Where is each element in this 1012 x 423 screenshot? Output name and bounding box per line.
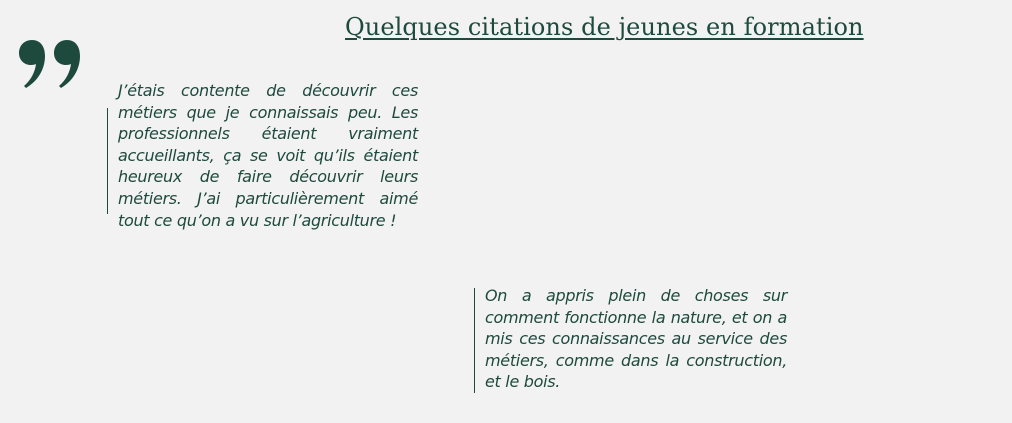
quote-2-divider [474, 288, 475, 393]
quote-glyph-left [19, 40, 45, 88]
quote-1-text: J’étais contente de découvrir ces métiers que je connaissais peu. Les professionnels étaient vraiment accueillants, ça se voit qu’ils étaient heureux de faire découvrir leurs métiers. J’ai particulièrement aimé tout ce qu’on a vu sur l’agriculture ! [118, 81, 418, 230]
quote-glyph-right [54, 40, 80, 88]
opening-quote-icon [18, 38, 82, 90]
quote-2-text: On a appris plein de choses sur comment fonctionne la nature, et on a mis ces connaissances au service des métiers, comme dans la construction, et le bois. [485, 286, 787, 392]
page-title: Quelques citations de jeunes en formation [345, 13, 864, 41]
quote-1-divider [107, 108, 108, 214]
